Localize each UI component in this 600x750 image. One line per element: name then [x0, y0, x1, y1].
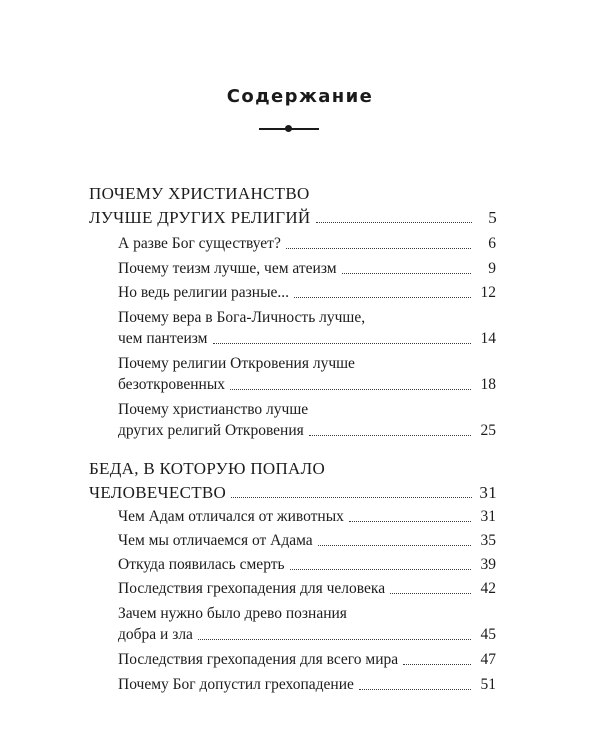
- dot-leader: [230, 389, 471, 390]
- toc-entry[interactable]: [118, 236, 496, 252]
- entry-text: ЧЕЛОВЕЧЕСТВО: [89, 483, 227, 502]
- section-title-line: [89, 185, 497, 202]
- dot-leader: [390, 593, 471, 594]
- toc-entry[interactable]: [118, 677, 496, 693]
- page-number: 6: [488, 235, 496, 252]
- page-number: 47: [480, 651, 496, 668]
- dot-leader: [286, 248, 471, 249]
- toc-entry[interactable]: [118, 285, 496, 301]
- dot-leader: [309, 435, 471, 436]
- entry-text: БЕДА, В КОТОРУЮ ПОПАЛО: [89, 459, 326, 478]
- page-number: 5: [488, 208, 497, 227]
- section-title-line: [89, 460, 497, 477]
- entry-text: Но ведь религии разные...: [118, 284, 289, 301]
- entry-text: Почему христианство лучше: [118, 401, 309, 418]
- toc-entry[interactable]: [118, 377, 496, 393]
- dot-leader: [290, 569, 471, 570]
- toc-entry-line: [118, 356, 496, 372]
- page-number: 39: [480, 556, 496, 573]
- page-number: 31: [480, 508, 496, 525]
- page-number: 51: [480, 676, 496, 693]
- page-number: 14: [480, 330, 496, 347]
- toc-entry[interactable]: [118, 261, 496, 277]
- entry-text: безоткровенных: [118, 376, 225, 393]
- page-number: 18: [480, 376, 496, 393]
- entry-text: Откуда появилась смерть: [118, 556, 285, 573]
- dot-leader: [349, 521, 471, 522]
- section-entry[interactable]: [89, 484, 497, 501]
- dot-leader: [318, 545, 471, 546]
- toc-entry[interactable]: [118, 533, 496, 549]
- dot-leader: [213, 343, 472, 344]
- page-title: Содержание: [226, 86, 374, 107]
- dot-leader: [316, 222, 473, 223]
- entry-text: Почему теизм лучше, чем атеизм: [118, 260, 337, 277]
- page-number: 31: [479, 483, 497, 502]
- entry-text: ПОЧЕМУ ХРИСТИАНСТВО: [89, 184, 310, 203]
- page-number: 35: [480, 532, 496, 549]
- entry-text: Почему Бог допустил грехопадение: [118, 676, 354, 693]
- toc-entry[interactable]: [118, 423, 496, 439]
- dot-leader: [342, 273, 471, 274]
- toc-entry[interactable]: [118, 627, 496, 643]
- page-number: 42: [480, 580, 496, 597]
- entry-text: Чем мы отличаемся от Адама: [118, 532, 313, 549]
- entry-text: А разве Бог существует?: [118, 235, 281, 252]
- page-number: 12: [480, 284, 496, 301]
- section-entry[interactable]: [89, 209, 497, 226]
- entry-text: других религий Откровения: [118, 422, 304, 439]
- entry-text: ЛУЧШЕ ДРУГИХ РЕЛИГИЙ: [89, 208, 311, 227]
- toc-entry[interactable]: [118, 331, 496, 347]
- entry-text: добра и зла: [118, 626, 193, 643]
- entry-text: Последствия грехопадения для человека: [118, 580, 386, 597]
- page-number: 9: [488, 260, 496, 277]
- toc-entry-line: [118, 606, 496, 622]
- page-number: 25: [480, 422, 496, 439]
- dot-leader: [403, 664, 471, 665]
- dot-leader: [231, 497, 472, 498]
- toc-entry-line: [118, 402, 496, 418]
- toc-entry-line: [118, 310, 496, 326]
- entry-text: чем пантеизм: [118, 330, 208, 347]
- entry-text: Зачем нужно было древо познания: [118, 605, 347, 622]
- toc-entry[interactable]: [118, 557, 496, 573]
- toc-entry[interactable]: [118, 581, 496, 597]
- dot-leader: [198, 639, 471, 640]
- dot-leader: [294, 297, 471, 298]
- page-number: 45: [480, 626, 496, 643]
- toc-entry[interactable]: [118, 652, 496, 668]
- toc-entry[interactable]: [118, 509, 496, 525]
- entry-text: Почему религии Откровения лучше: [118, 355, 355, 372]
- dot-leader: [359, 689, 471, 690]
- entry-text: Чем Адам отличался от животных: [118, 508, 344, 525]
- entry-text: Последствия грехопадения для всего мира: [118, 651, 399, 668]
- entry-text: Почему вера в Бога-Личность лучше,: [118, 309, 366, 326]
